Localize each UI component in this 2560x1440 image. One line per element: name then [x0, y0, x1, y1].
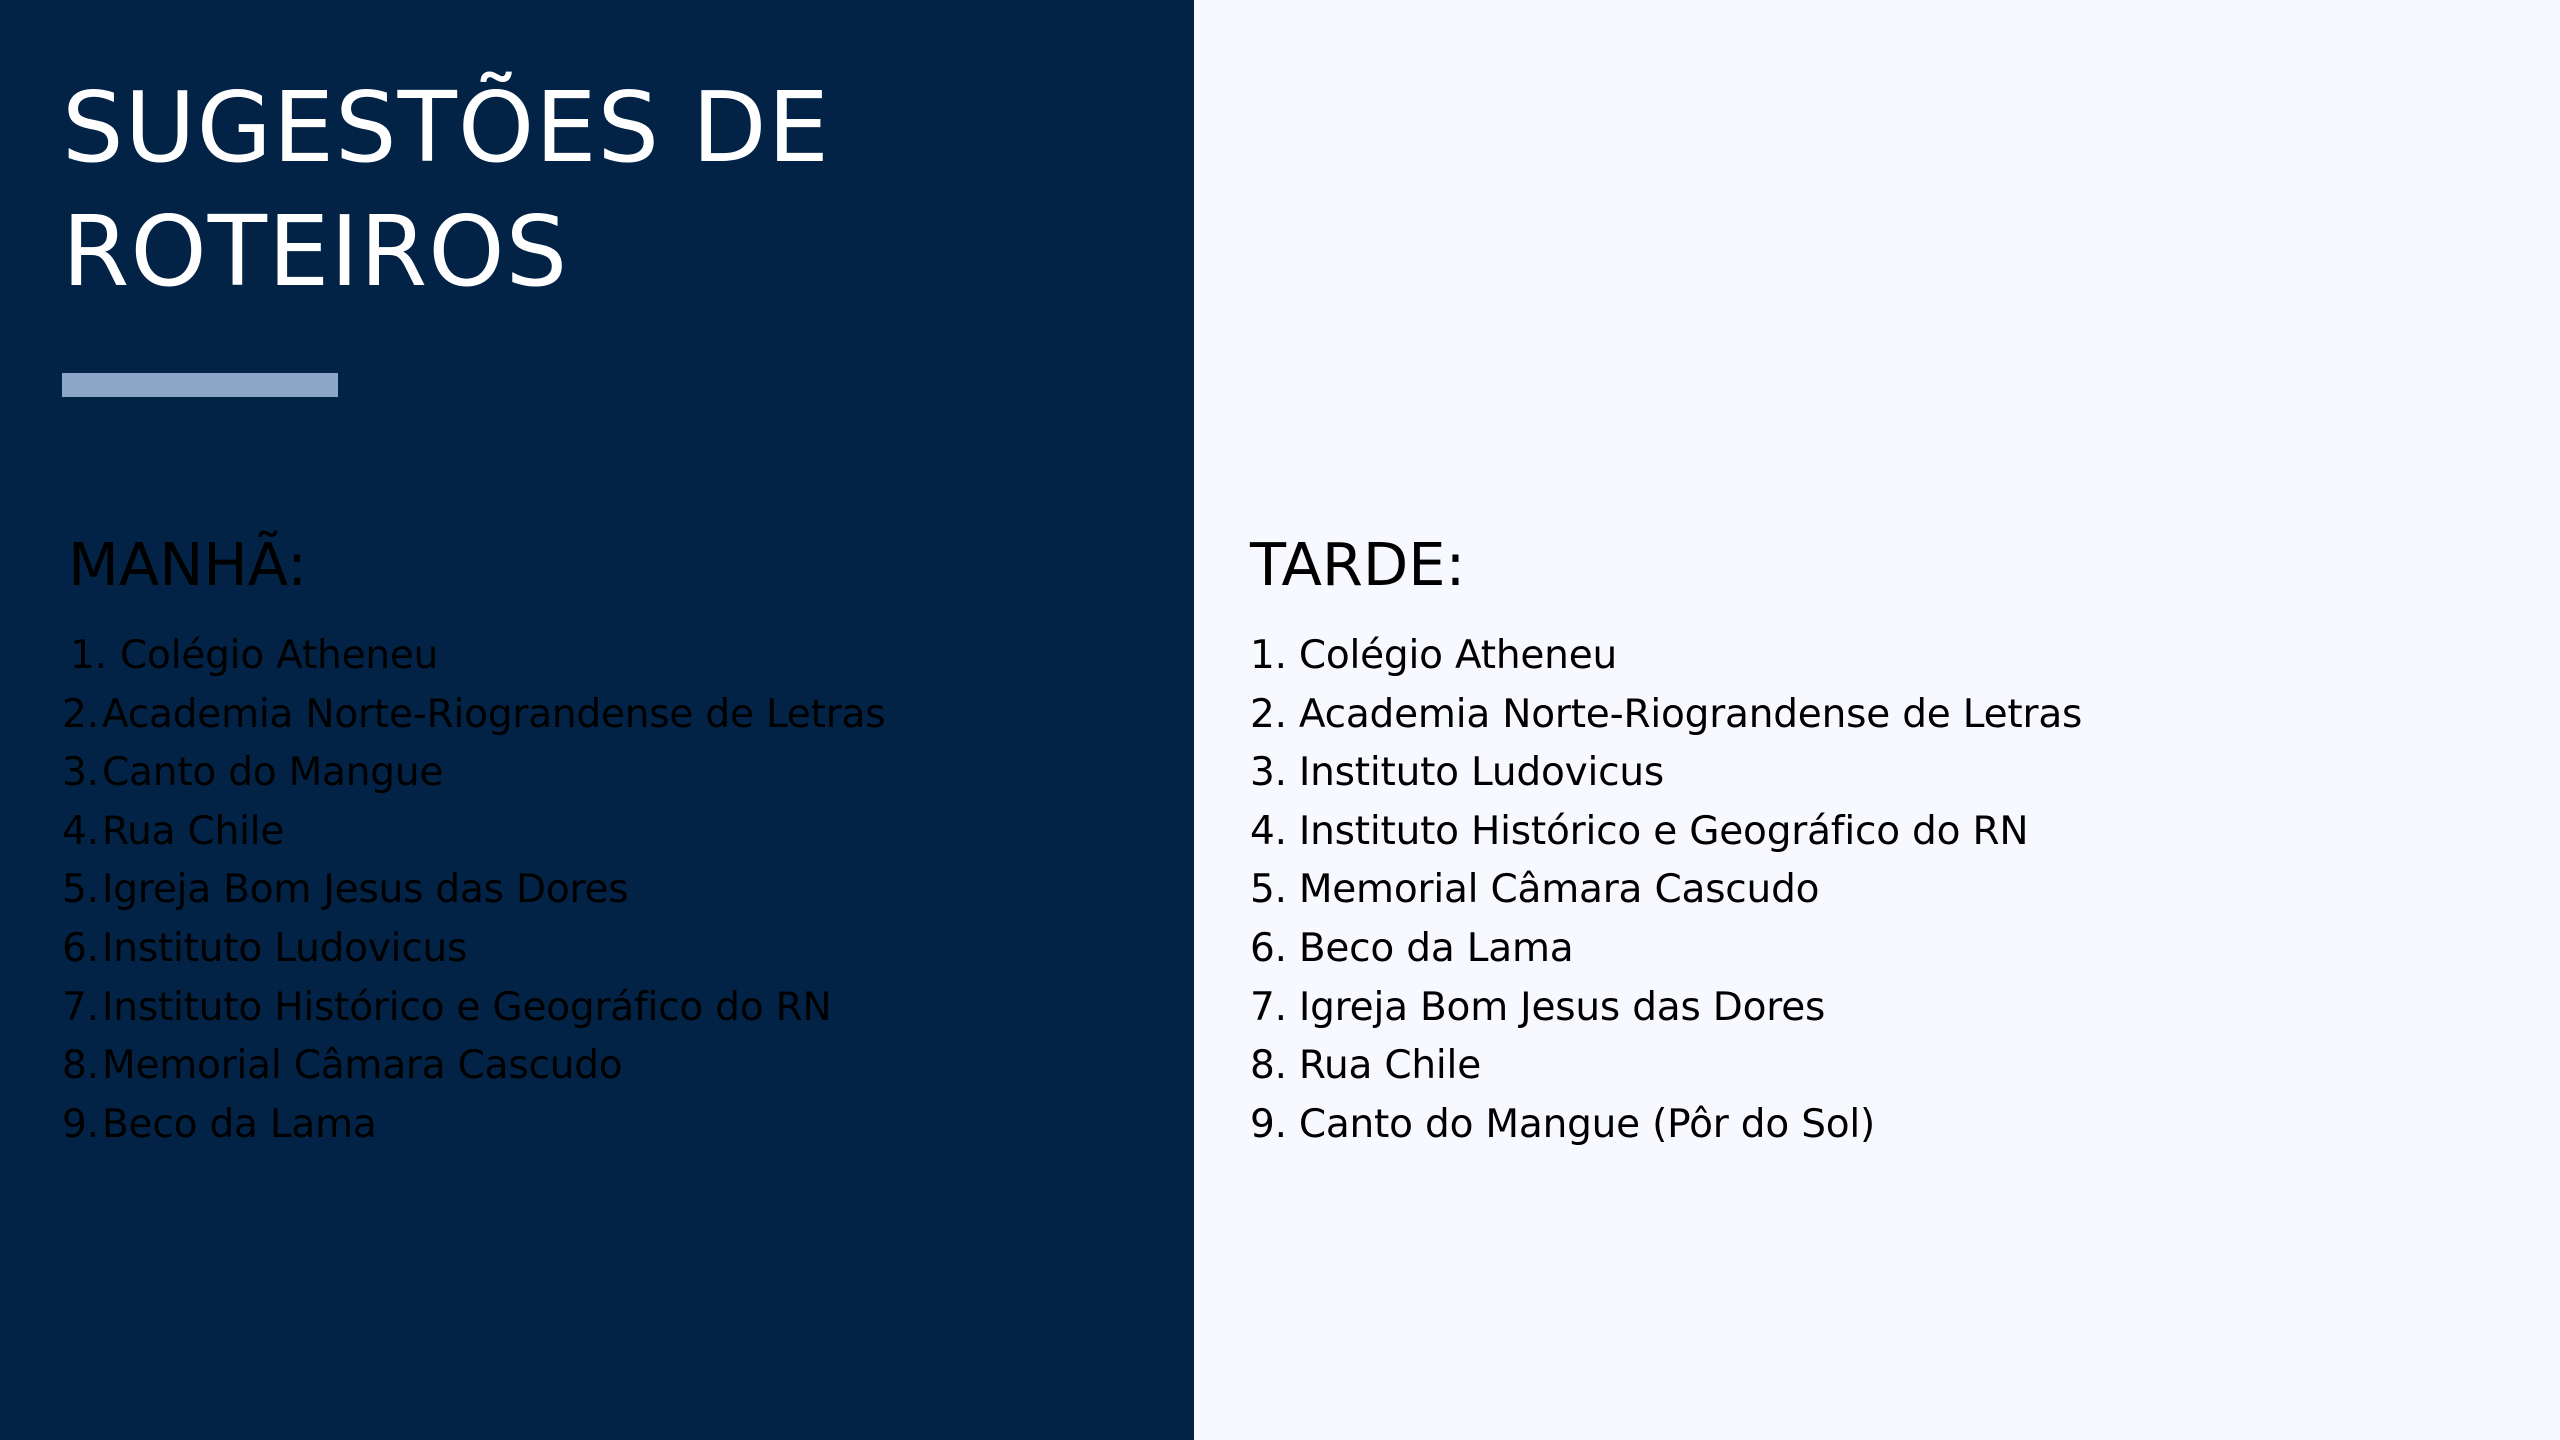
list-item-number: 2.	[1250, 691, 1287, 737]
list-item-number: 1.	[1250, 633, 1287, 678]
slide-title	[62, 66, 1162, 314]
list-item	[1250, 979, 2082, 1038]
list-item	[1250, 686, 2082, 745]
list-item-text: Academia Norte-Riograndense de Letras	[1298, 691, 2083, 737]
list-item-text: Beco da Lama	[1298, 925, 1574, 971]
list-item-number: 5.	[62, 867, 99, 913]
list-item-number: 7.	[62, 984, 99, 1030]
list-item-text: Rua Chile	[102, 808, 285, 854]
list-item-text: Canto do Mangue	[102, 750, 444, 796]
title-line-2: ROTEIROS	[62, 195, 569, 308]
list-item	[1250, 627, 2082, 686]
list-item-number: 1.	[70, 633, 107, 678]
tarde-list	[1250, 627, 2082, 1154]
list-item-number: 9.	[62, 1101, 99, 1147]
list-item-text: Instituto Histórico e Geográfico do RN	[1298, 808, 2029, 854]
list-item-number: 3.	[1250, 750, 1287, 796]
list-item-text: Instituto Histórico e Geográfico do RN	[102, 984, 832, 1030]
list-item-text: Rua Chile	[1298, 1043, 1481, 1089]
list-item	[62, 1037, 885, 1096]
manha-list	[62, 627, 885, 1154]
list-item-text: Memorial Câmara Cascudo	[1298, 867, 1820, 913]
list-item	[62, 686, 885, 745]
list-item-number: 4.	[62, 808, 99, 854]
list-item-number: 6.	[62, 925, 99, 971]
list-item-text: Canto do Mangue (Pôr do Sol)	[1298, 1101, 1876, 1147]
list-item-text: Instituto Ludovicus	[1298, 750, 1665, 796]
list-item	[1250, 861, 2082, 920]
manha-heading: MANHÃ:	[68, 530, 307, 599]
list-item-number: 3.	[62, 750, 99, 796]
list-item-number: 8.	[62, 1043, 99, 1089]
list-item-number: 6.	[1250, 925, 1287, 971]
list-item	[62, 861, 885, 920]
list-item	[62, 920, 885, 979]
list-item	[62, 744, 885, 803]
title-line-1: SUGESTÕES DE	[62, 71, 830, 184]
list-item	[62, 627, 885, 686]
list-item	[1250, 1096, 2082, 1155]
list-item-number: 5.	[1250, 867, 1287, 913]
tarde-heading: TARDE:	[1250, 530, 1466, 599]
list-item-text: Igreja Bom Jesus das Dores	[102, 867, 629, 913]
list-item	[1250, 803, 2082, 862]
list-item	[1250, 1037, 2082, 1096]
list-item-text: Memorial Câmara Cascudo	[102, 1043, 623, 1089]
list-item	[1250, 744, 2082, 803]
list-item-number: 2.	[62, 691, 99, 737]
list-item-text: Igreja Bom Jesus das Dores	[1298, 984, 1826, 1030]
list-item	[62, 979, 885, 1038]
list-item-text: Colégio Atheneu	[120, 633, 439, 678]
list-item	[62, 1096, 885, 1155]
list-item-text: Instituto Ludovicus	[102, 925, 468, 971]
list-item-number: 8.	[1250, 1043, 1287, 1089]
list-item-number: 4.	[1250, 808, 1287, 854]
accent-bar	[62, 373, 338, 397]
list-item-number: 7.	[1250, 984, 1287, 1030]
list-item-text: Colégio Atheneu	[1298, 633, 1618, 678]
list-item-text: Beco da Lama	[102, 1101, 377, 1147]
list-item-number: 9.	[1250, 1101, 1287, 1147]
list-item	[1250, 920, 2082, 979]
list-item-text: Academia Norte-Riograndense de Letras	[102, 691, 886, 737]
list-item	[62, 803, 885, 862]
